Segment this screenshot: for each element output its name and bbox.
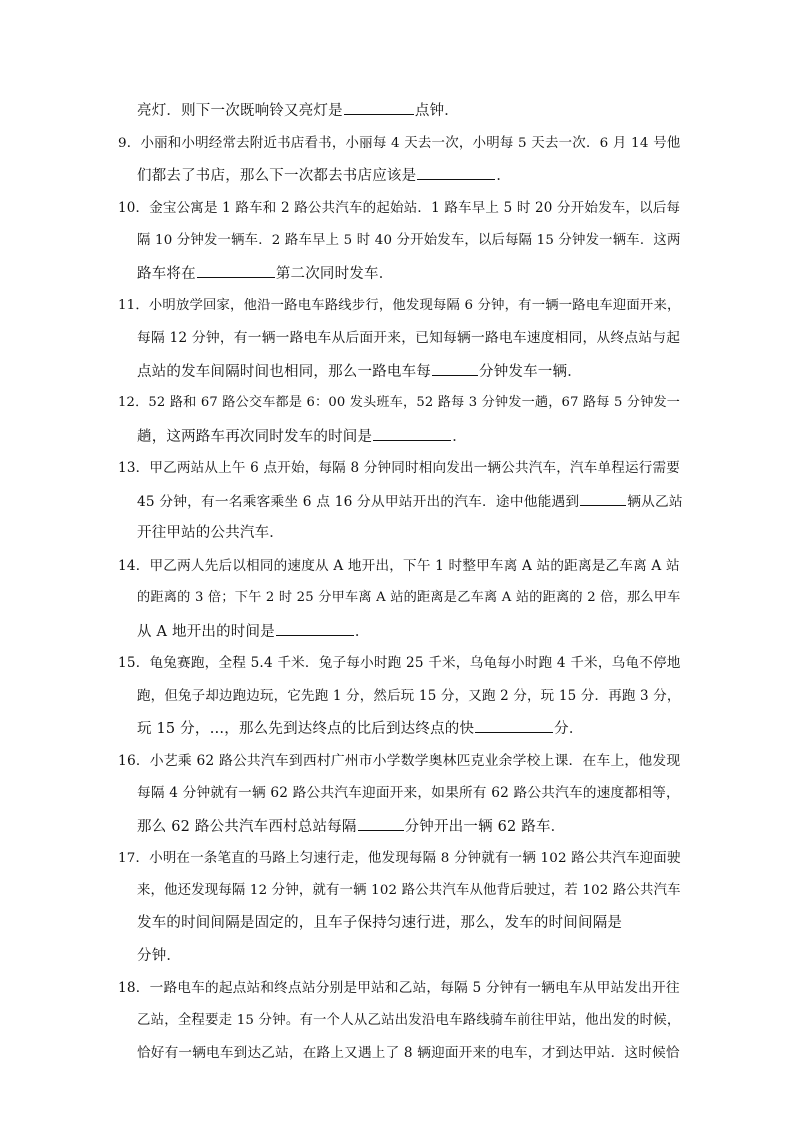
question-text: 52 路和 67 路公交车都是 6：00 发头班车，52 路每 3 分钟发一趟，67 路每 5 分钟发一 (148, 395, 681, 410)
question-number: 14． (118, 558, 150, 574)
question-text: 玩 15 分，…，那么先到达终点的比后到达终点的快 (137, 721, 475, 737)
intro-line (137, 100, 459, 121)
question-text: 小丽和小明经常去附近书店看书，小丽每 4 天去一次，小明每 5 天去一次．6 月 14 号他 (140, 135, 681, 151)
answer-blank (197, 263, 275, 278)
question-text: 发车的时间间隔是固定的，且车子保持匀速行进，那么，发车的时间间隔是 (137, 915, 623, 931)
question-18-line-1 (118, 978, 680, 998)
answer-blank (276, 621, 354, 636)
question-13-line-1 (118, 458, 680, 478)
answer-blank (475, 718, 553, 733)
answer-blank (417, 165, 495, 180)
question-12-line-1 (118, 393, 680, 413)
question-text: 来，他还发现每隔 12 分钟，就有一辆 102 路公共汽车从他背后驶过，若 102 路公共汽车 (137, 883, 681, 898)
question-11-line-1 (118, 296, 681, 316)
question-9-line-1 (118, 133, 680, 153)
question-number: 11． (118, 298, 149, 313)
question-11-line-2 (137, 328, 680, 348)
answer-blank (373, 426, 451, 441)
question-text: 隔 10 分钟发一辆车．2 路车早上 5 时 40 分开始发车，以后每隔 15 分钟发一辆车．这两 (137, 233, 681, 248)
question-10-line-3 (137, 263, 393, 284)
question-text: ． (496, 168, 512, 184)
answer-blank (358, 816, 404, 831)
question-17-line-3 (137, 913, 622, 933)
question-text: 从 A 地开出的时间是 (137, 624, 275, 640)
question-text: 甲乙两人先后以相同的速度从 A 地开出，下午 1 时整甲车离 A 站的距离是乙车离 A 站 (149, 558, 680, 574)
intro-text-before: 亮灯．则下一次既响铃又亮灯是 (137, 103, 343, 119)
question-13-line-2 (137, 491, 683, 512)
question-text: 甲乙两站从上午 6 点开始，每隔 8 分钟同时相向发出一辆公共汽车，汽车单程运行需要 (149, 460, 680, 476)
question-text: 分钟． (137, 948, 182, 964)
question-number: 15． (118, 655, 150, 671)
question-number: 16． (118, 753, 150, 769)
question-text: 分钟开出一辆 62 路车． (404, 819, 566, 835)
question-17-line-2 (137, 881, 681, 901)
question-text: 小明在一条笔直的马路上匀速行走，他发现每隔 8 分钟就有一辆 102 路公共汽车迎面驶 (149, 850, 681, 866)
question-10-line-2 (137, 231, 681, 251)
question-11-line-3 (137, 361, 582, 382)
question-text: 辆从乙站 (627, 494, 683, 510)
question-text: 每隔 4 分钟就有一辆 62 路公共汽车迎面开来，如果所有 62 路公共汽车的速度都相等， (137, 785, 680, 801)
question-text: 乙站，全程要走 15 分钟。有一个人从乙站出发沿电车路线骑车前往甲站，他出发的时候， (137, 1013, 681, 1028)
question-text: 分． (554, 721, 584, 737)
question-text: 那么 62 路公共汽车西村总站每隔 (137, 819, 357, 835)
question-17-line-1 (118, 848, 681, 868)
question-text: 开往甲站的公共汽车． (137, 525, 284, 541)
question-text: 分钟发车一辆． (479, 364, 582, 380)
question-9-line-2 (137, 165, 511, 186)
question-17-line-4 (137, 946, 181, 966)
question-16-line-3 (137, 816, 565, 837)
answer-blank (344, 100, 414, 115)
question-text: 点站的发车间隔时间也相同，那么一路电车每 (137, 364, 431, 380)
answer-blank (432, 361, 478, 376)
question-10-line-1 (118, 198, 680, 218)
question-number: 18． (118, 980, 150, 996)
question-15-line-1 (118, 653, 681, 673)
question-text: 小明放学回家，他沿一路电车路线步行，他发现每隔 6 分钟，有一辆一路电车迎面开来， (148, 298, 681, 313)
question-12-line-2 (137, 426, 467, 447)
question-15-line-2 (137, 686, 681, 706)
question-text: 恰好有一辆电车到达乙站，在路上又遇上了 8 辆迎面开来的电车，才到达甲站．这时候恰 (137, 1045, 680, 1061)
question-16-line-1 (118, 751, 680, 771)
question-text: 路车将在 (137, 266, 196, 282)
question-text: ． (452, 429, 467, 445)
answer-blank (580, 491, 626, 506)
question-14-line-2 (137, 588, 681, 608)
question-text: 的距离的 3 倍；下午 2 时 25 分甲车离 A 站的距离是乙车离 A 站的距离的 2 倍，那么甲车 (137, 590, 681, 605)
question-text: 跑，但兔子却边跑边玩，它先跑 1 分，然后玩 15 分，又跑 2 分，玩 15 分．再跑 3 分， (137, 688, 681, 704)
question-text: 45 分钟，有一名乘客乘坐 6 点 16 分从甲站开出的汽车．途中他能遇到 (137, 494, 580, 510)
question-text: 每隔 12 分钟，有一辆一路电车从后面开来，已知每辆一路电车速度相同，从终点站与起 (137, 330, 681, 346)
question-16-line-2 (137, 783, 680, 803)
question-text: 金宝公寓是 1 路车和 2 路公共汽车的起始站．1 路车早上 5 时 20 分开始发车，以后每 (149, 200, 681, 216)
question-text: ． (354, 624, 370, 640)
question-number: 17． (118, 850, 150, 866)
question-text: 龟兔赛跑，全程 5.4 千米．兔子每小时跑 25 千米，乌龟每小时跑 4 千米，乌龟不停地 (149, 655, 681, 671)
question-text: 趟，这两路车再次同时发车的时间是 (137, 429, 373, 445)
question-15-line-3 (137, 718, 584, 739)
question-text: 第二次同时发车． (275, 266, 394, 282)
question-text: 一路电车的起点站和终点站分别是甲站和乙站，每隔 5 分钟有一辆电车从甲站发出开往 (149, 980, 680, 996)
question-14-line-3 (137, 621, 370, 642)
question-text: 小艺乘 62 路公共汽车到西村广州市小学数学奥林匹克业余学校上课．在车上，他发现 (149, 753, 681, 769)
question-number: 12． (118, 395, 149, 410)
question-14-line-1 (118, 556, 680, 576)
question-number: 13． (118, 460, 150, 476)
question-18-line-3 (137, 1043, 680, 1063)
question-number: 10． (118, 200, 150, 216)
question-13-line-3 (137, 523, 284, 543)
question-18-line-2 (137, 1011, 680, 1031)
question-text: 们都去了书店，那么下一次都去书店应该是 (137, 168, 417, 184)
question-number: 9． (118, 135, 141, 151)
intro-text-after: 点钟． (414, 103, 459, 119)
